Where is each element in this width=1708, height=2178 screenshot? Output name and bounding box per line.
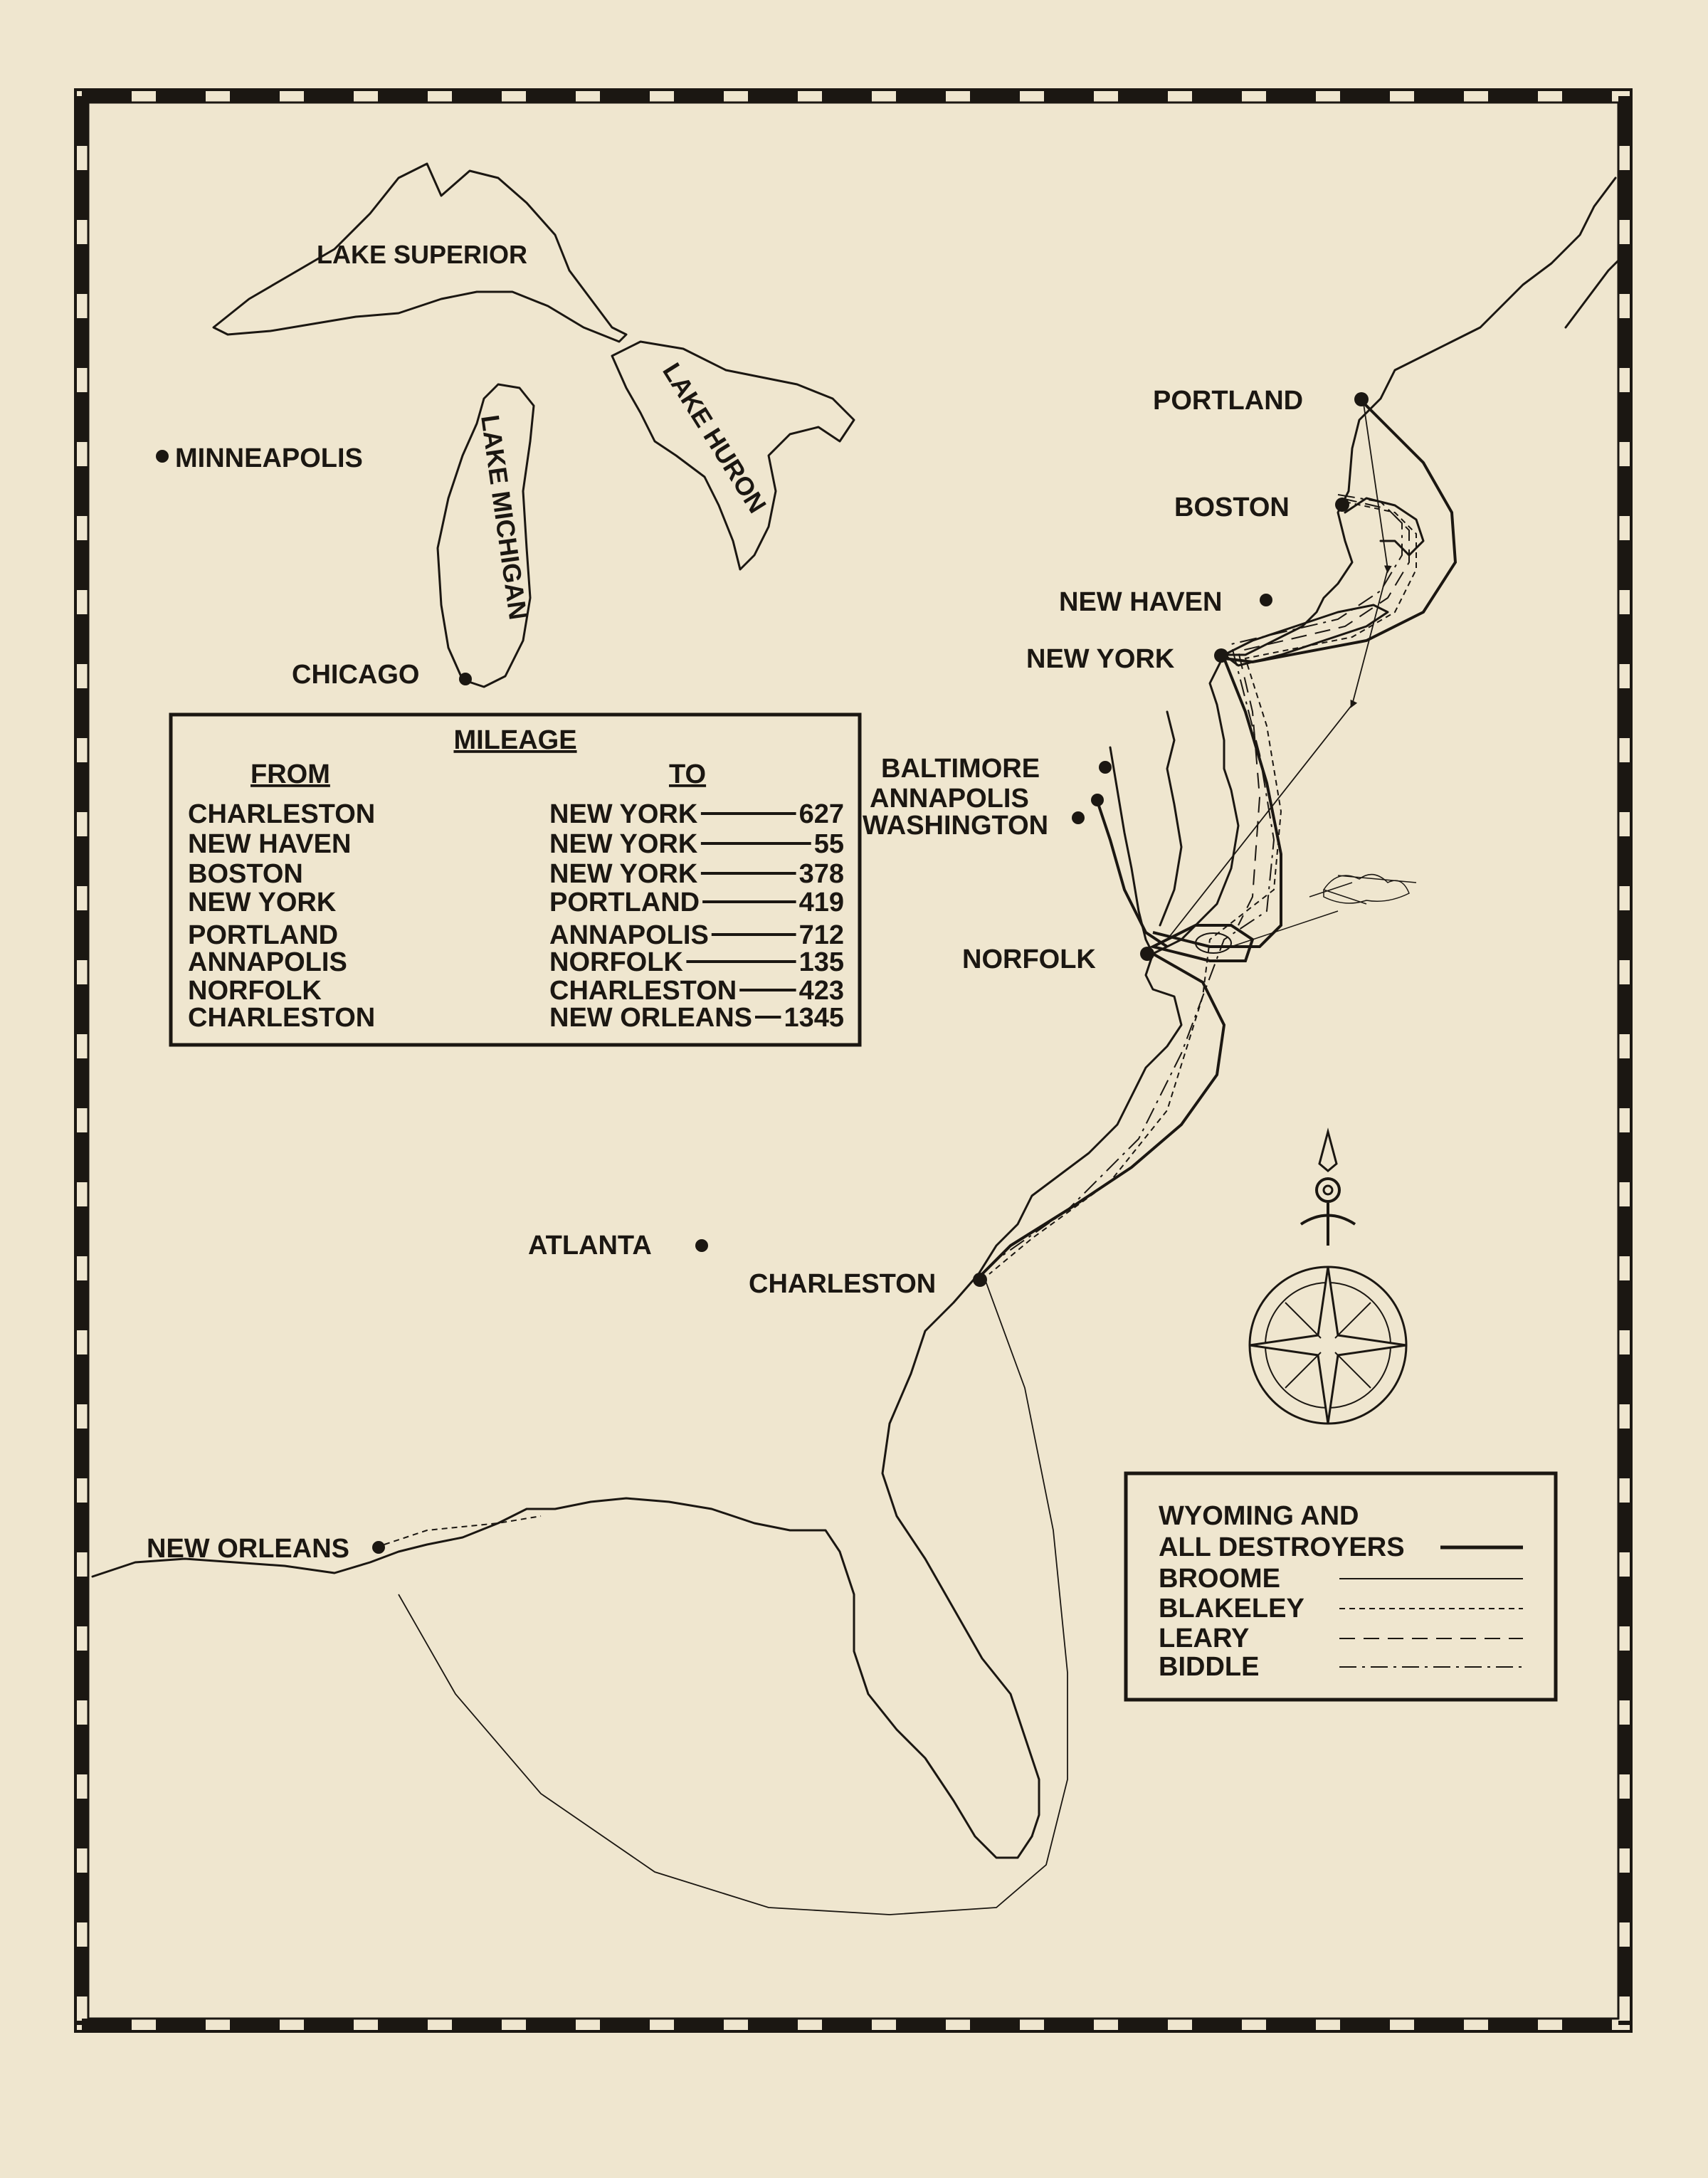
boston-dot bbox=[1335, 498, 1349, 512]
new-haven-dot bbox=[1260, 594, 1272, 606]
label-new-orleans: NEW ORLEANS bbox=[147, 1534, 349, 1564]
mileage-row-from: NEW HAVEN bbox=[188, 829, 352, 859]
mileage-row-miles: 419 bbox=[798, 888, 844, 917]
portland-dot bbox=[1354, 392, 1369, 406]
label-baltimore: BALTIMORE bbox=[881, 754, 1040, 784]
label-minneapolis: MINNEAPOLIS bbox=[175, 443, 363, 473]
mileage-row-to: NEW ORLEANS bbox=[549, 1003, 752, 1033]
mileage-row-from: NEW YORK bbox=[188, 888, 337, 917]
label-annapolis: ANNAPOLIS bbox=[870, 784, 1029, 814]
legend-leary: LEARY bbox=[1159, 1624, 1250, 1653]
mileage-row-miles: 135 bbox=[798, 947, 844, 977]
mileage-from-header: FROM bbox=[251, 759, 330, 789]
mileage-row-to: PORTLAND bbox=[549, 888, 700, 917]
label-new-haven: NEW HAVEN bbox=[1059, 587, 1223, 617]
mileage-row-from: NORFOLK bbox=[188, 976, 322, 1006]
mileage-table bbox=[171, 715, 860, 1045]
annapolis-dot bbox=[1091, 794, 1104, 806]
minneapolis-dot bbox=[156, 450, 169, 463]
label-atlanta: ATLANTA bbox=[528, 1231, 652, 1261]
washington-dot bbox=[1072, 811, 1085, 824]
label-new-york: NEW YORK bbox=[1026, 644, 1175, 674]
label-norfolk: NORFOLK bbox=[962, 945, 1096, 974]
label-charleston: CHARLESTON bbox=[749, 1269, 937, 1299]
label-boston: BOSTON bbox=[1174, 493, 1290, 522]
charleston-dot bbox=[973, 1273, 987, 1287]
mileage-row-miles: 55 bbox=[813, 829, 844, 859]
new-orleans-dot bbox=[372, 1541, 385, 1554]
new-york-dot bbox=[1214, 648, 1228, 663]
mileage-row-from: ANNAPOLIS bbox=[188, 947, 347, 977]
route-legend bbox=[1126, 1473, 1556, 1700]
chicago-dot bbox=[459, 673, 472, 685]
mileage-row-miles: 627 bbox=[798, 799, 844, 829]
label-lake-huron: LAKE HURON bbox=[657, 357, 773, 518]
label-chicago: CHICAGO bbox=[292, 660, 420, 690]
mileage-title: MILEAGE bbox=[453, 725, 577, 755]
baltimore-dot bbox=[1099, 761, 1112, 774]
label-washington: WASHINGTON bbox=[863, 811, 1049, 841]
mileage-to-header: TO bbox=[669, 759, 707, 789]
mileage-row-to: ANNAPOLIS bbox=[549, 920, 709, 950]
label-lake-superior: LAKE SUPERIOR bbox=[317, 240, 528, 269]
legend-broome: BROOME bbox=[1159, 1564, 1280, 1594]
mileage-row-to: NEW YORK bbox=[549, 859, 698, 889]
mileage-row-to: NEW YORK bbox=[549, 799, 698, 829]
mileage-row-miles: 712 bbox=[798, 920, 844, 950]
mileage-row-from: PORTLAND bbox=[188, 920, 339, 950]
norfolk-dot bbox=[1140, 947, 1154, 961]
mileage-row-to: CHARLESTON bbox=[549, 976, 737, 1006]
mileage-row-miles: 378 bbox=[798, 859, 844, 889]
mileage-row-from: BOSTON bbox=[188, 859, 303, 889]
mileage-row-from: CHARLESTON bbox=[188, 799, 376, 829]
legend-wyoming-line1: WYOMING AND bbox=[1159, 1501, 1359, 1531]
legend-biddle: BIDDLE bbox=[1159, 1652, 1260, 1682]
mileage-row-miles: 423 bbox=[798, 976, 844, 1006]
legend-blakeley: BLAKELEY bbox=[1159, 1594, 1304, 1624]
mileage-row-miles: 1345 bbox=[784, 1003, 844, 1033]
mileage-row-from: CHARLESTON bbox=[188, 1003, 376, 1033]
legend-wyoming-line2: ALL DESTROYERS bbox=[1159, 1532, 1405, 1562]
label-lake-michigan: LAKE MICHIGAN bbox=[475, 413, 534, 622]
mileage-row-to: NEW YORK bbox=[549, 829, 698, 859]
label-portland: PORTLAND bbox=[1153, 386, 1304, 416]
mileage-row-to: NORFOLK bbox=[549, 947, 683, 977]
atlanta-dot bbox=[695, 1239, 708, 1252]
